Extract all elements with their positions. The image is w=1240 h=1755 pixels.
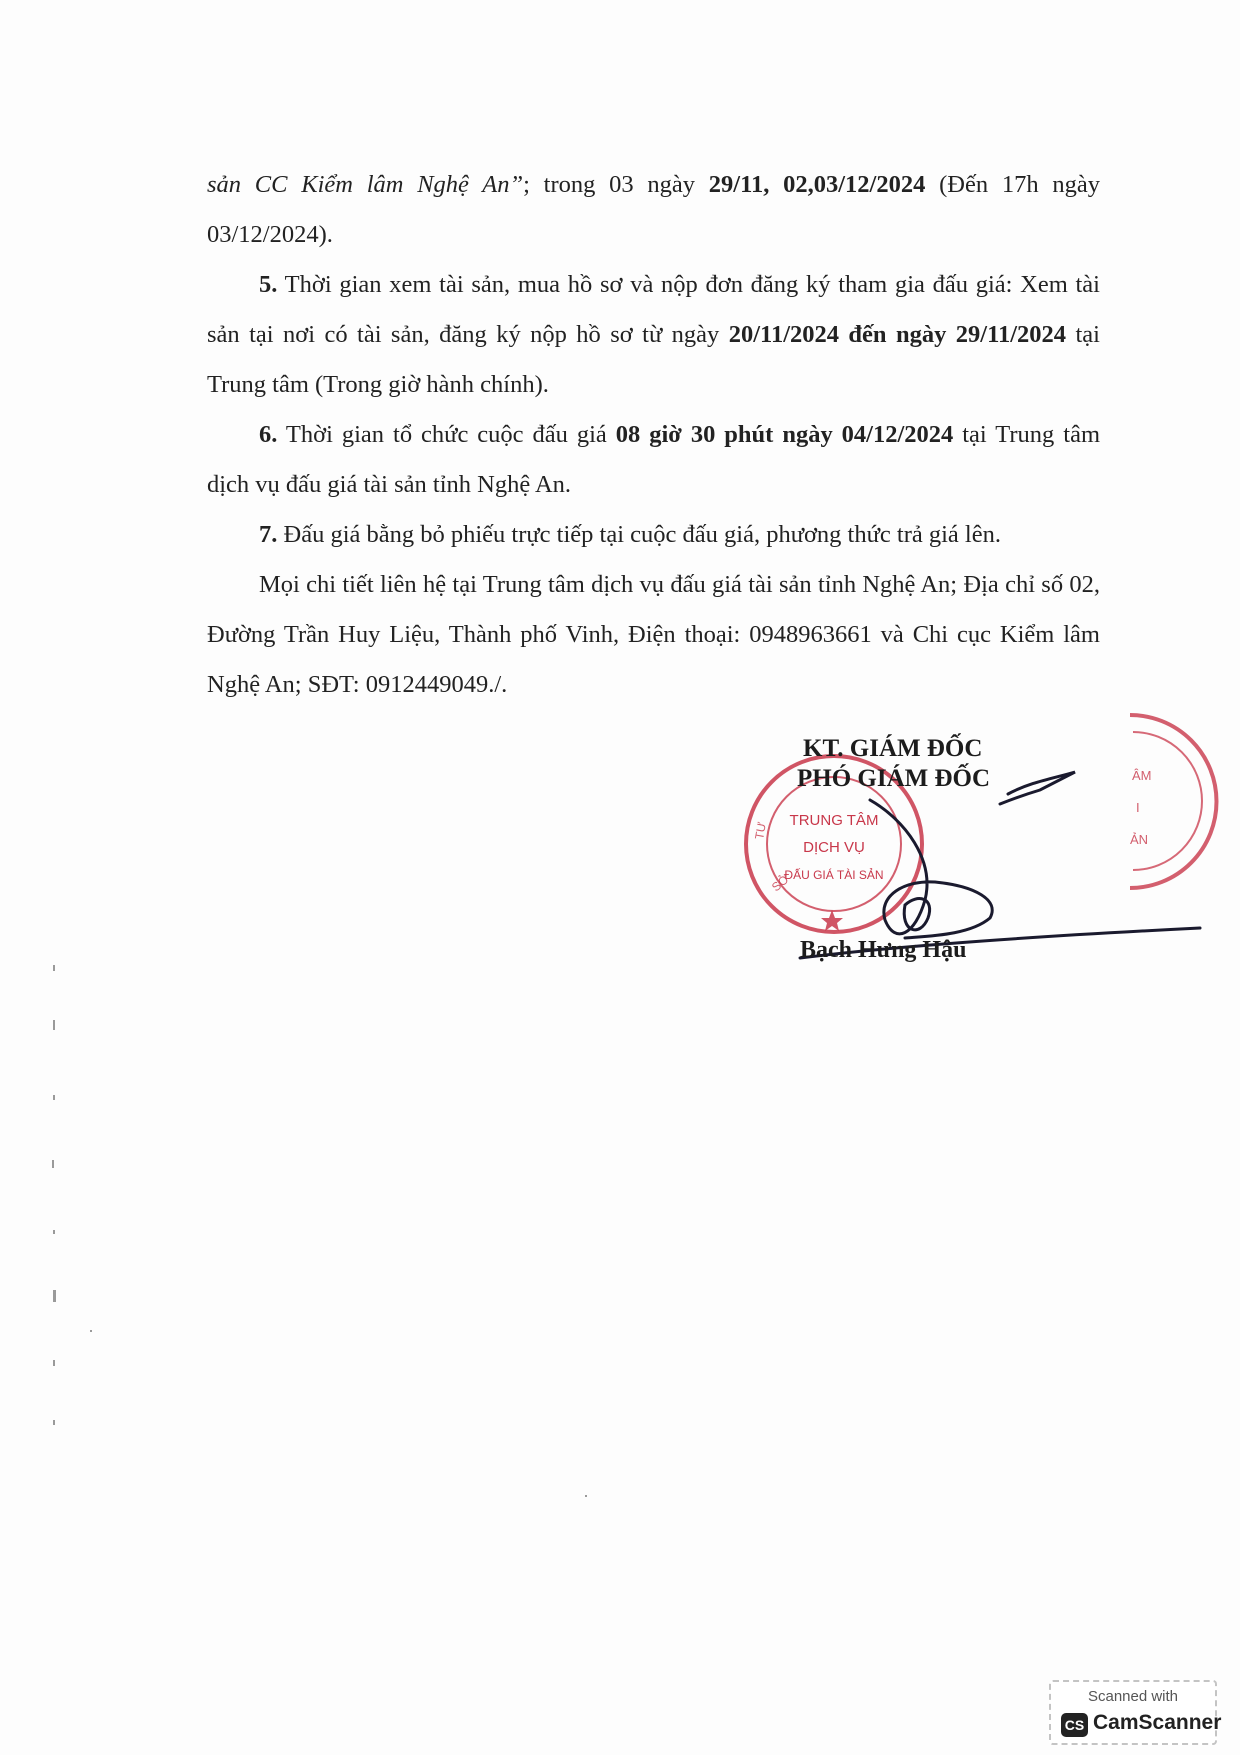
item-number: 6. [259,421,278,448]
text-segment: (Đến 17h ngày 03/12/2024). [207,171,1100,248]
text-segment: tại Trung tâm (Trong giờ hành chính). [207,321,1100,398]
camscanner-badge [1049,1680,1222,1745]
contact-text: Mọi chi tiết liên hệ tại Trung tâm dịch vụ đấu giá tài sản tỉnh Nghệ An; Địa chỉ số 02, Đường Trần Huy Liệu, Thành phố Vinh, Điện thoại: 0948963661 và Chi cục Kiểm lâm Nghệ An; SĐT: 0912449049./. [207,571,1100,698]
bold-dates: 29/11, 02,03/12/2024 [708,171,926,198]
svg-text:ÂM: ÂM [1132,768,1152,783]
camscanner-logo-icon: CS [1061,1713,1088,1737]
svg-text:SỞ: SỞ [768,871,792,895]
text-segment: Đấu giá bằng bỏ phiếu trực tiếp tại cuộc đấu giá, phương thức trả giá lên. [277,521,1001,548]
handwritten-signature [800,772,1200,958]
signature-title-line1: KT. GIÁM ĐỐC [803,735,983,762]
signer-name: Bạch Hưng Hậu [800,937,967,963]
italic-asset-name: sản CC Kiểm lâm Nghệ An” [207,171,524,198]
bold-auction-time: 08 giờ 30 phút ngày 04/12/2024 [615,421,954,448]
document-body [207,160,1100,710]
scanned-with-label: Scanned with [1087,1688,1179,1705]
svg-text:ẢN: ẢN [1130,832,1149,847]
text-segment: ; trong 03 ngày [523,171,709,198]
bold-date-range: 20/11/2024 đến ngày 29/11/2024 [728,321,1067,348]
paragraph-6 [207,410,1100,510]
text-segment: Thời gian tổ chức cuộc đấu giá [277,421,616,448]
item-number: 7. [259,521,278,548]
partial-seal-right [1130,715,1217,888]
text-segment: Thời gian xem tài sản, mua hồ sơ và nộp đơn đăng ký tham gia đấu giá: Xem tài sản tại nơi có tài sản, đăng ký nộp hồ sơ từ ngày [207,271,1100,348]
paragraph-7 [207,510,1100,560]
signature-title-line2: PHÓ GIÁM ĐỐC [797,765,991,792]
paragraph-contact [207,560,1100,710]
svg-text:I: I [1136,800,1140,815]
seal-line-2: DỊCH VỤ [803,839,865,856]
item-number: 5. [259,271,278,298]
paragraph-continuation [207,160,1100,260]
svg-text:TƯ: TƯ [752,820,770,841]
seal-line-1: TRUNG TÂM [789,812,879,829]
seal-line-3: ĐẤU GIÁ TÀI SẢN [784,868,884,882]
text-segment: tại Trung tâm dịch vụ đấu giá tài sản tỉnh Nghệ An. [207,421,1100,498]
scan-margin-dots [52,965,587,1497]
paragraph-5 [207,260,1100,410]
camscanner-name: CamScanner [1093,1711,1222,1734]
